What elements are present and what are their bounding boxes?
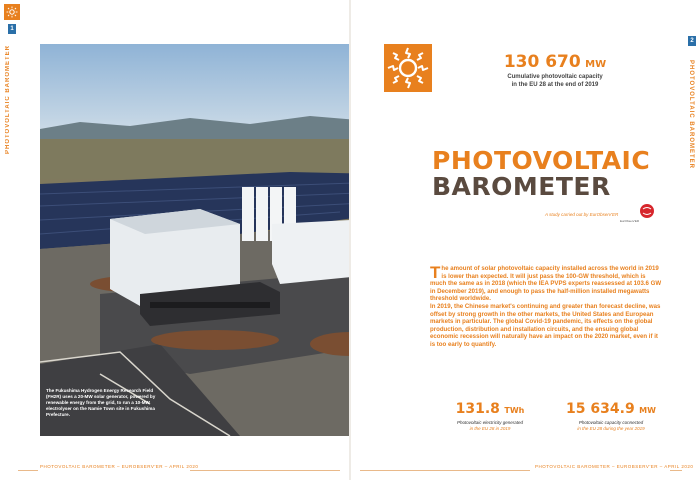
- stat-value: 15 634.9: [566, 401, 635, 417]
- right-footer: PHOTOVOLTAIC BAROMETER – EUROBSERV'ER – APRIL 2020: [535, 464, 694, 469]
- stat-desc: in the EU 28 in 2019: [469, 426, 511, 431]
- footer-rule: [670, 470, 682, 471]
- hero-photo: [40, 44, 382, 436]
- footer-rule: [18, 470, 38, 471]
- photo-caption: The Fukushima Hydrogen Energy Research Field (FH2R) uses a 20-MW solar generator, powered by renewable energy from the grid, to run a 10-MW electrolyser on the Namie Town site in Fukushima Prefecture.: [46, 388, 156, 417]
- stat-capacity: [556, 400, 666, 432]
- dropcap: T: [430, 263, 441, 282]
- page-title: [432, 148, 650, 200]
- stat-unit: TWh: [504, 406, 525, 415]
- title-line-1: PHOTOVOLTAIC: [432, 146, 651, 175]
- headline-stat-desc: in the EU 28 at the end of 2019: [511, 81, 599, 88]
- lead-paragraph: In 2019, the Chinese market's continuing and greater than forecast decline, was offset by strong growth in the other markets, the United States and European markets in particular. The global Covid-19 pandemic, its effects on the global production, distribution and installation circuits, and the ensuing global economic recession will naturally have an impact on the 2020 market, even if it is too early to quantify.: [430, 302, 661, 348]
- right-side-tab: [682, 0, 700, 480]
- side-label: PHOTOVOLTAIC BAROMETER: [5, 45, 11, 154]
- sun-icon: [4, 4, 20, 20]
- title-line-2: BAROMETER: [432, 172, 611, 201]
- eurobserver-logo: [640, 204, 654, 218]
- stat-desc: Photovoltaic capacity connected: [578, 420, 644, 425]
- side-label: PHOTOVOLTAIC BAROMETER: [688, 60, 694, 169]
- sun-burst-icon: [384, 44, 432, 92]
- headline-stat-desc: Cumulative photovoltaic capacity: [507, 74, 603, 80]
- headline-stat: [480, 52, 630, 89]
- headline-stat-value: 130 670: [503, 52, 581, 72]
- footer-rule: [360, 470, 530, 471]
- study-credit: A study carried out by EurObserv'ER: [545, 212, 619, 217]
- lead-paragraph: he amount of solar photovoltaic capacity installed across the world in 2019 is lower than expected. It will just pass the 100-GW threshold, which is much the same as in 2018 (which the IEA PVPS experts reassessed at 103.6 GW in December 2019), and enough to pass the half-million installed megawatts threshold worldwide.: [430, 265, 662, 303]
- gutter: [349, 0, 351, 480]
- logo-text: EurObserv'ER: [620, 219, 640, 223]
- headline-stat-unit: MW: [585, 59, 607, 70]
- stat-desc: in the EU 28 during the year 2019: [577, 426, 645, 431]
- footer-rule: [190, 470, 340, 471]
- stat-desc: Photovoltaic electricity generated: [456, 420, 524, 425]
- page-number: 2: [688, 36, 696, 46]
- page-number: 1: [8, 24, 16, 34]
- stat-value: 131.8: [455, 401, 500, 417]
- stat-unit: MW: [639, 406, 656, 415]
- lead-text: [430, 265, 662, 349]
- stat-generation: [440, 400, 540, 432]
- left-side-tab: [0, 0, 18, 480]
- left-footer: PHOTOVOLTAIC BAROMETER – EUROBSERV'ER – APRIL 2020: [40, 464, 199, 469]
